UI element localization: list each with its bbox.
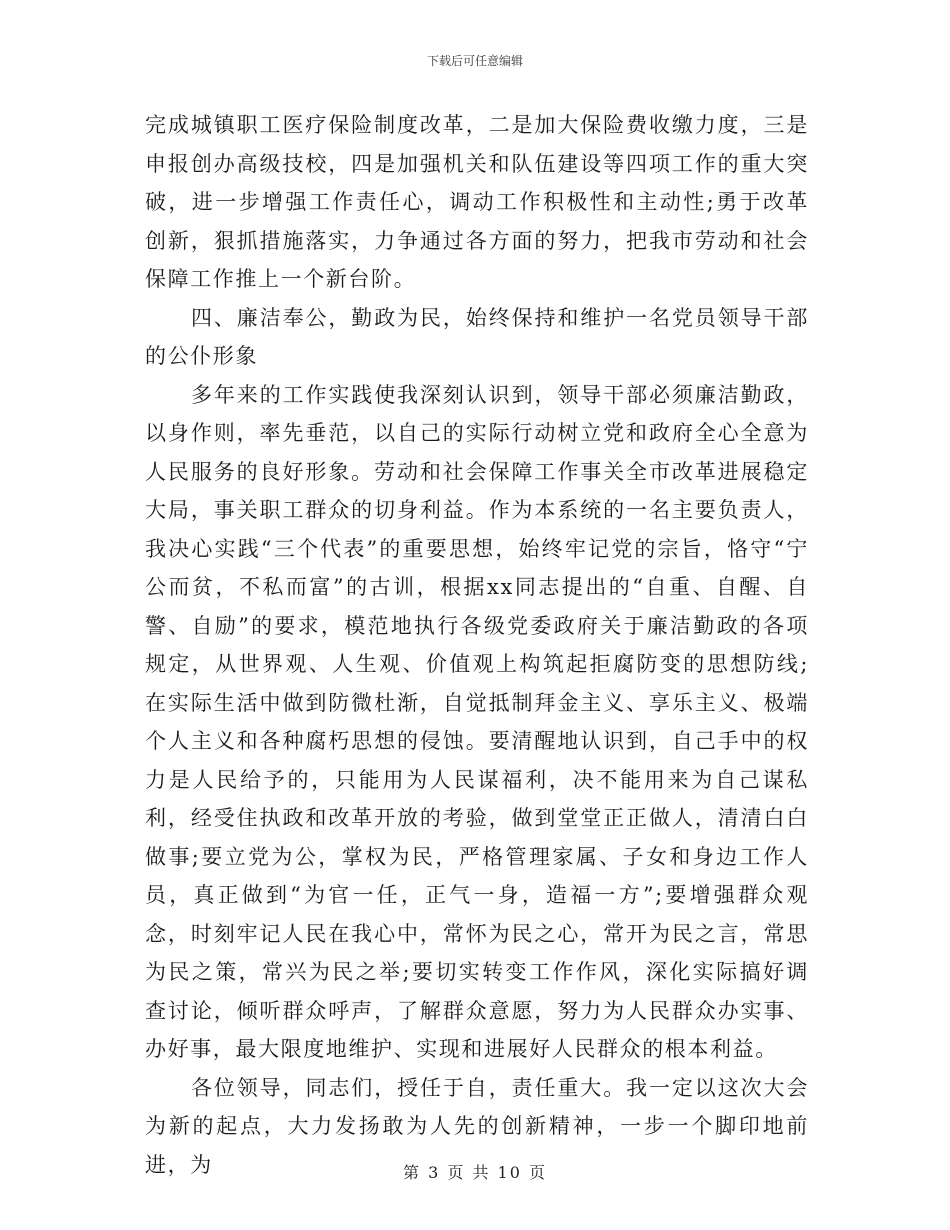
paragraph-body: 多年来的工作实践使我深刻认识到，领导干部必须廉洁勤政，以身作则，率先垂范，以自己的实际行动树立党和政府全心全意为人民服务的良好形象。劳动和社会保障工作事关全市改革进展稳定大局，事关职工群众的切身利益。作为本系统的一名主要负责人，我决心实践“三个代表”的重要思想，始终牢记党的宗旨，恪守“宁公而贫，不私而富”的古训，根据xx同志提出的“自重、自醒、自警、自励”的要求，模范地执行各级党委政府关于廉洁勤政的各项规定，从世界观、人生观、价值观上构筑起拒腐防变的思想防线;在实际生活中做到防微杜渐，自觉抵制拜金主义、享乐主义、极端个人主义和各种腐朽思想的侵蚀。要清醒地认识到，自己手中的权力是人民给予的，只能用为人民谋福利，决不能用来为自己谋私利，经受住执政和改革开放的考验，做到堂堂正正做人，清清白白做事;要立党为公，掌权为民，严格管理家属、子女和身边工作人员，真正做到“为官一任，正气一身，造福一方”;要增强群众观念，时刻牢记人民在我心中，常怀为民之心，常开为民之言，常思为民之策，常兴为民之举;要切实转变工作作风，深化实际搞好调查讨论，倾听群众呼声，了解群众意愿，努力为人民群众办实事、办好事，最大限度地维护、实现和进展好人民群众的根本利益。 [145, 382, 809, 1061]
section-heading: 四、廉洁奉公，勤政为民，始终保持和维护一名党员领导干部的公仆形象 [145, 305, 809, 368]
page-number: 第 3 页 共 10 页 [403, 1163, 547, 1182]
paragraph-continuation: 完成城镇职工医疗保险制度改革，二是加大保险费收缴力度，三是申报创办高级技校，四是加强机关和队伍建设等四项工作的重大突破，进一步增强工作责任心，调动工作积极性和主动性;勇于改革创新，狠抓措施落实，力争通过各方面的努力，把我市劳动和社会保障工作推上一个新台阶。 [145, 113, 809, 291]
paragraph-closing: 各位领导，同志们，授任于自，责任重大。我一定以这次大会为新的起点，大力发扬敢为人先的创新精神，一步一个脚印地前进，为 [145, 1075, 809, 1177]
page-header: 下载后可任意编辑 [426, 54, 523, 68]
document-body [145, 106, 809, 1184]
